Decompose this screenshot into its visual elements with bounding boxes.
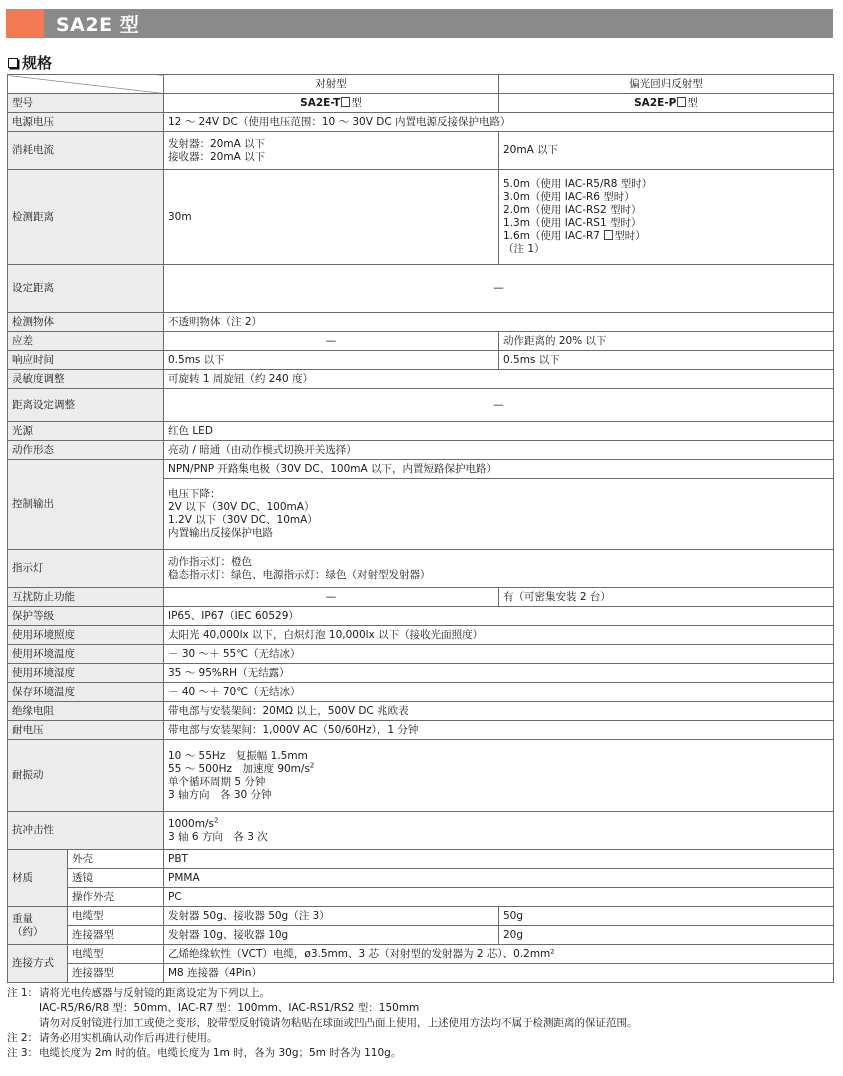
row-label: 使用环境照度 [8,626,164,645]
table-row [8,721,834,740]
row-label: 检测距离 [8,170,164,265]
value-cell: PMMA [164,869,834,888]
row-label: 互扰防止功能 [8,588,164,607]
value-cell: $1000m/s^2$ 3 轴 6 方向 各 3 次 [164,812,834,850]
value-cell: 5.0m（使用 IAC-R5/R8 型时） 3.0m（使用 IAC-R6 型时） 2.0m（使用 IAC-RS2 型时） 1.3m（使用 IAC-RS1 型时） 1.6m（使用 IAC-R7 型时） （注 1） [499,170,834,265]
value-cell: 发射器：20mA 以下 接收器：20mA 以下 [164,132,499,170]
table-row [8,964,834,983]
title-bar [6,9,833,38]
table-row [8,389,834,422]
value-cell: 0.5ms 以下 [499,351,834,370]
sub-label: 操作外壳 [68,888,164,907]
value-cell: IP65、IP67（IEC 60529） [164,607,834,626]
sub-label: 电缆型 [68,907,164,926]
table-row [8,645,834,664]
table-row [8,702,834,721]
table-row [8,888,834,907]
table-row [8,370,834,389]
table-row [8,683,834,702]
row-label: 耐电压 [8,721,164,740]
value-cell: 动作指示灯：橙色 稳态指示灯：绿色、电源指示灯：绿色（对射型发射器） [164,550,834,588]
table-corner [8,75,164,94]
value-cell: 35 ～ 95%RH（无结露） [164,664,834,683]
value-cell: 不透明物体（注 2） [164,313,834,332]
table-row [8,332,834,351]
row-label: 连接方式 [8,945,68,983]
row-label: 消耗电流 [8,132,164,170]
table-row [8,113,834,132]
table-row [8,664,834,683]
value-cell: 电压下降： 2V 以下（30V DC、100mA） 1.2V 以下（30V DC、10mA） 内置输出反接保护电路 [164,479,834,550]
table-row [8,441,834,460]
sub-label: 透镜 [68,869,164,888]
value-cell: — [164,332,499,351]
value-cell: 50g [499,907,834,926]
row-label: 使用环境湿度 [8,664,164,683]
value-cell: 0.5ms 以下 [164,351,499,370]
value-cell: PBT [164,850,834,869]
row-label: 设定距离 [8,265,164,313]
table-row [8,945,834,964]
value-cell: 红色 LED [164,422,834,441]
table-row [8,588,834,607]
value-cell: — [164,265,834,313]
section-heading [8,52,52,73]
table-row [8,626,834,645]
table-row [8,869,834,888]
table-row [8,607,834,626]
row-label: 电源电压 [8,113,164,132]
row-label: 响应时间 [8,351,164,370]
table-row [8,926,834,945]
value-cell: 太阳光 40,000lx 以下，白炽灯泡 10,000lx 以下（接收光面照度） [164,626,834,645]
placeholder-square-icon [677,97,686,107]
title-accent [6,9,44,38]
value-cell: － 40 ～＋ 70℃（无结冰） [164,683,834,702]
col-header-retro: 偏光回归反射型 [499,75,834,94]
row-label: 使用环境温度 [8,645,164,664]
table-row [8,351,834,370]
row-label: 保护等级 [8,607,164,626]
value-cell: 乙烯绝缘软性（VCT）电缆，ø3.5mm、3 芯（对射型的发射器为 2 芯）、0.2mm² [164,945,834,964]
value-cell: 20mA 以下 [499,132,834,170]
value-cell: NPN/PNP 开路集电极（30V DC、100mA 以下，内置短路保护电路） [164,460,834,479]
row-label: 保存环境温度 [8,683,164,702]
model-thru: SA2E-T 型 [164,94,499,113]
row-label: 材质 [8,850,68,907]
footnote: 注 2： 请务必用实机确认动作后再进行使用。 [7,1032,218,1044]
row-label: 指示灯 [8,550,164,588]
row-label: 抗冲击性 [8,812,164,850]
row-label: 型号 [8,94,164,113]
value-cell: 可旋转 1 周旋钮（约 240 度） [164,370,834,389]
sub-label: 连接器型 [68,926,164,945]
table-row [8,740,834,812]
row-label: 重量 （约） [8,907,68,945]
value-cell: 30m [164,170,499,265]
spec-table [7,74,834,983]
value-cell: 带电部与安装架间：1,000V AC（50/60Hz），1 分钟 [164,721,834,740]
row-label: 耐振动 [8,740,164,812]
table-row [8,850,834,869]
row-label: 控制输出 [8,460,164,550]
row-label: 距离设定调整 [8,389,164,422]
value-cell: 亮动 / 暗通（由动作模式切换开关选择） [164,441,834,460]
table-row [8,265,834,313]
value-cell: 发射器 10g、接收器 10g [164,926,499,945]
section-heading-text: 规格 [22,54,53,72]
value-cell: 有（可密集安装 2 台） [499,588,834,607]
model-retro: SA2E-P 型 [499,94,834,113]
footnote-line: 请勿对反射镜进行加工或使之变形，胶带型反射镜请勿粘贴在球面或凹凸面上使用，上述使用方法均不属于检测距离的保证范围。 [39,1017,638,1029]
footnote: 注 1： 请将光电传感器与反射镜的距离设定为下列以上。 [7,987,270,999]
table-row [8,550,834,588]
table-row [8,94,834,113]
row-label: 灵敏度调整 [8,370,164,389]
value-cell: 带电部与安装架间：20MΩ 以上，500V DC 兆欧表 [164,702,834,721]
row-label: 光源 [8,422,164,441]
value-cell: － 30 ～＋ 55℃（无结冰） [164,645,834,664]
sub-label: 连接器型 [68,964,164,983]
value-cell: 10 ～ 55Hz 复振幅 1.5mm 55 ～ 500Hz 加速度 $90m/s^2$ 单个循环周期 5 分钟 3 轴方向 各 30 分钟 [164,740,834,812]
placeholder-square-icon [604,230,613,240]
row-label: 绝缘电阻 [8,702,164,721]
table-row [8,132,834,170]
table-row [8,422,834,441]
value-cell: 发射器 50g、接收器 50g（注 3） [164,907,499,926]
value-cell: 20g [499,926,834,945]
footnote-line: IAC-R5/R6/R8 型：50mm、IAC-R7 型：100mm、IAC-RS1/RS2 型：150mm [39,1002,420,1014]
row-label: 动作形态 [8,441,164,460]
row-label: 应差 [8,332,164,351]
table-row [8,812,834,850]
value-cell: — [164,389,834,422]
value-cell: M8 连接器（4Pin） [164,964,834,983]
table-row [8,460,834,479]
table-row [8,75,834,94]
value-cell: PC [164,888,834,907]
table-row [8,313,834,332]
table-row [8,170,834,265]
value-cell: 动作距离的 20% 以下 [499,332,834,351]
placeholder-square-icon [341,97,350,107]
page-title: SA2E 型 [56,14,140,36]
row-label: 检测物体 [8,313,164,332]
sub-label: 电缆型 [68,945,164,964]
footnotes [7,986,833,1061]
footnote: 注 3： 电缆长度为 2m 时的值。电缆长度为 1m 时，各为 30g；5m 时各为 110g。 [7,1047,402,1059]
col-header-thru: 对射型 [164,75,499,94]
value-cell: 12 ～ 24V DC（使用电压范围：10 ～ 30V DC 内置电源反接保护电路） [164,113,834,132]
sub-label: 外壳 [68,850,164,869]
checkbox-bullet-icon [8,58,18,68]
value-cell: — [164,588,499,607]
table-row [8,907,834,926]
